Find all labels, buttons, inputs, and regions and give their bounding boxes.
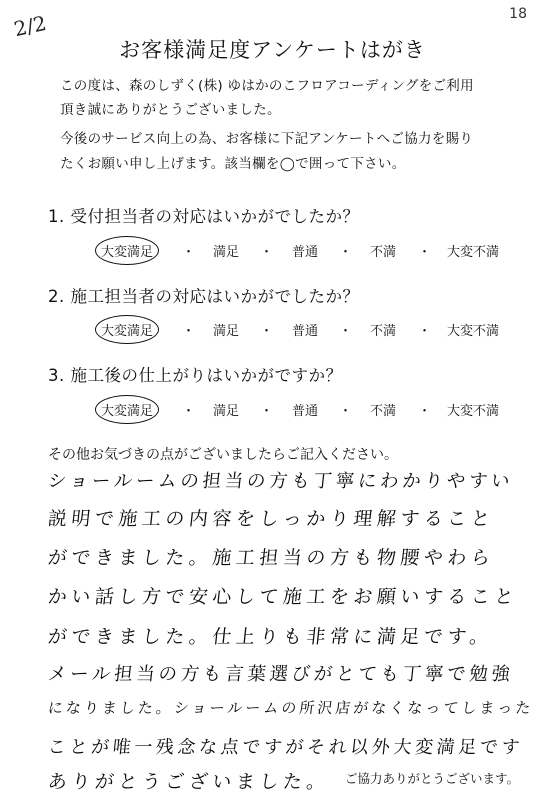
- separator: ・: [260, 404, 274, 419]
- intro-line-3: 今後のサービス向上の為、お客様に下記アンケートへご協力を賜り: [60, 131, 474, 147]
- question-number: 1.: [48, 207, 65, 226]
- comment-line-7: になりました。ショールームの所沢店がなくなってしまった: [47, 699, 535, 717]
- separator: ・: [339, 324, 353, 339]
- separator: ・: [182, 404, 196, 419]
- option-neutral[interactable]: 普通: [292, 404, 319, 419]
- separator: ・: [182, 245, 196, 260]
- question-2: [48, 283, 360, 307]
- options-row-3: [100, 397, 520, 421]
- option-very-satisfied[interactable]: 大変満足: [95, 315, 159, 344]
- option-neutral[interactable]: 普通: [292, 245, 319, 260]
- intro-line-1: この度は、森のしずく(株) ゆはかのこフロアコーディングをご利用: [60, 78, 474, 94]
- comment-line-3: ができました。施工担当の方も物腰やわら: [46, 547, 496, 569]
- separator: ・: [418, 324, 432, 339]
- corner-mark: 18: [509, 6, 527, 22]
- separator: ・: [339, 245, 353, 260]
- comment-prompt: その他お気づきの点がございましたらご記入ください。: [48, 447, 398, 463]
- closing-note: ご協力ありがとうございます。: [344, 771, 519, 786]
- separator: ・: [260, 324, 274, 339]
- comment-line-1: ショールームの担当の方も丁寧にわかりやすい: [46, 471, 515, 492]
- question-number: 2.: [48, 287, 65, 306]
- comment-line-6: メール担当の方も言葉選びがとても丁寧で勉強: [46, 664, 515, 685]
- separator: ・: [182, 324, 196, 339]
- option-neutral[interactable]: 普通: [292, 324, 319, 339]
- question-text: 受付担当者の対応はいかがでしたか？: [70, 207, 360, 226]
- intro-line-2: 頂き誠にありがとうございました。: [60, 102, 281, 118]
- comment-line-9: ありがとうございました。: [46, 771, 332, 793]
- option-dissatisfied[interactable]: 不満: [370, 404, 397, 419]
- option-dissatisfied[interactable]: 不満: [370, 245, 397, 260]
- comment-line-8: ことが唯一残念な点ですがそれ以外大変満足です: [46, 737, 525, 758]
- comment-line-5: ができました。仕上りも非常に満足です。: [46, 626, 494, 648]
- separator: ・: [418, 404, 432, 419]
- question-1: [48, 203, 360, 227]
- separator: ・: [418, 245, 432, 260]
- option-very-satisfied[interactable]: 大変満足: [95, 395, 159, 424]
- options-row-1: [100, 238, 520, 262]
- option-very-dissatisfied[interactable]: 大変不満: [447, 245, 500, 260]
- option-satisfied[interactable]: 満足: [213, 324, 240, 339]
- comment-line-2: 説明で施工の内容をしっかり理解すること: [46, 508, 496, 530]
- option-dissatisfied[interactable]: 不満: [370, 324, 397, 339]
- option-satisfied[interactable]: 満足: [213, 404, 240, 419]
- separator: ・: [339, 404, 353, 419]
- option-very-satisfied[interactable]: 大変満足: [95, 236, 159, 265]
- option-satisfied[interactable]: 満足: [213, 245, 240, 260]
- question-3: [48, 362, 343, 386]
- survey-title: お客様満足度アンケートはがき: [119, 38, 426, 62]
- question-text: 施工担当者の対応はいかがでしたか？: [70, 287, 360, 306]
- question-number: 3.: [48, 366, 65, 385]
- separator: ・: [260, 245, 274, 260]
- intro-line-4: たくお願い申し上げます。該当欄を◯で囲って下さい。: [60, 156, 406, 172]
- options-row-2: [100, 317, 520, 341]
- page-number-mark: 2/2: [11, 10, 49, 42]
- comment-line-4: かい話し方で安心して施工をお願いすること: [46, 586, 520, 608]
- question-text: 施工後の仕上がりはいかがですか？: [70, 366, 343, 385]
- option-very-dissatisfied[interactable]: 大変不満: [447, 404, 500, 419]
- option-very-dissatisfied[interactable]: 大変不満: [447, 324, 500, 339]
